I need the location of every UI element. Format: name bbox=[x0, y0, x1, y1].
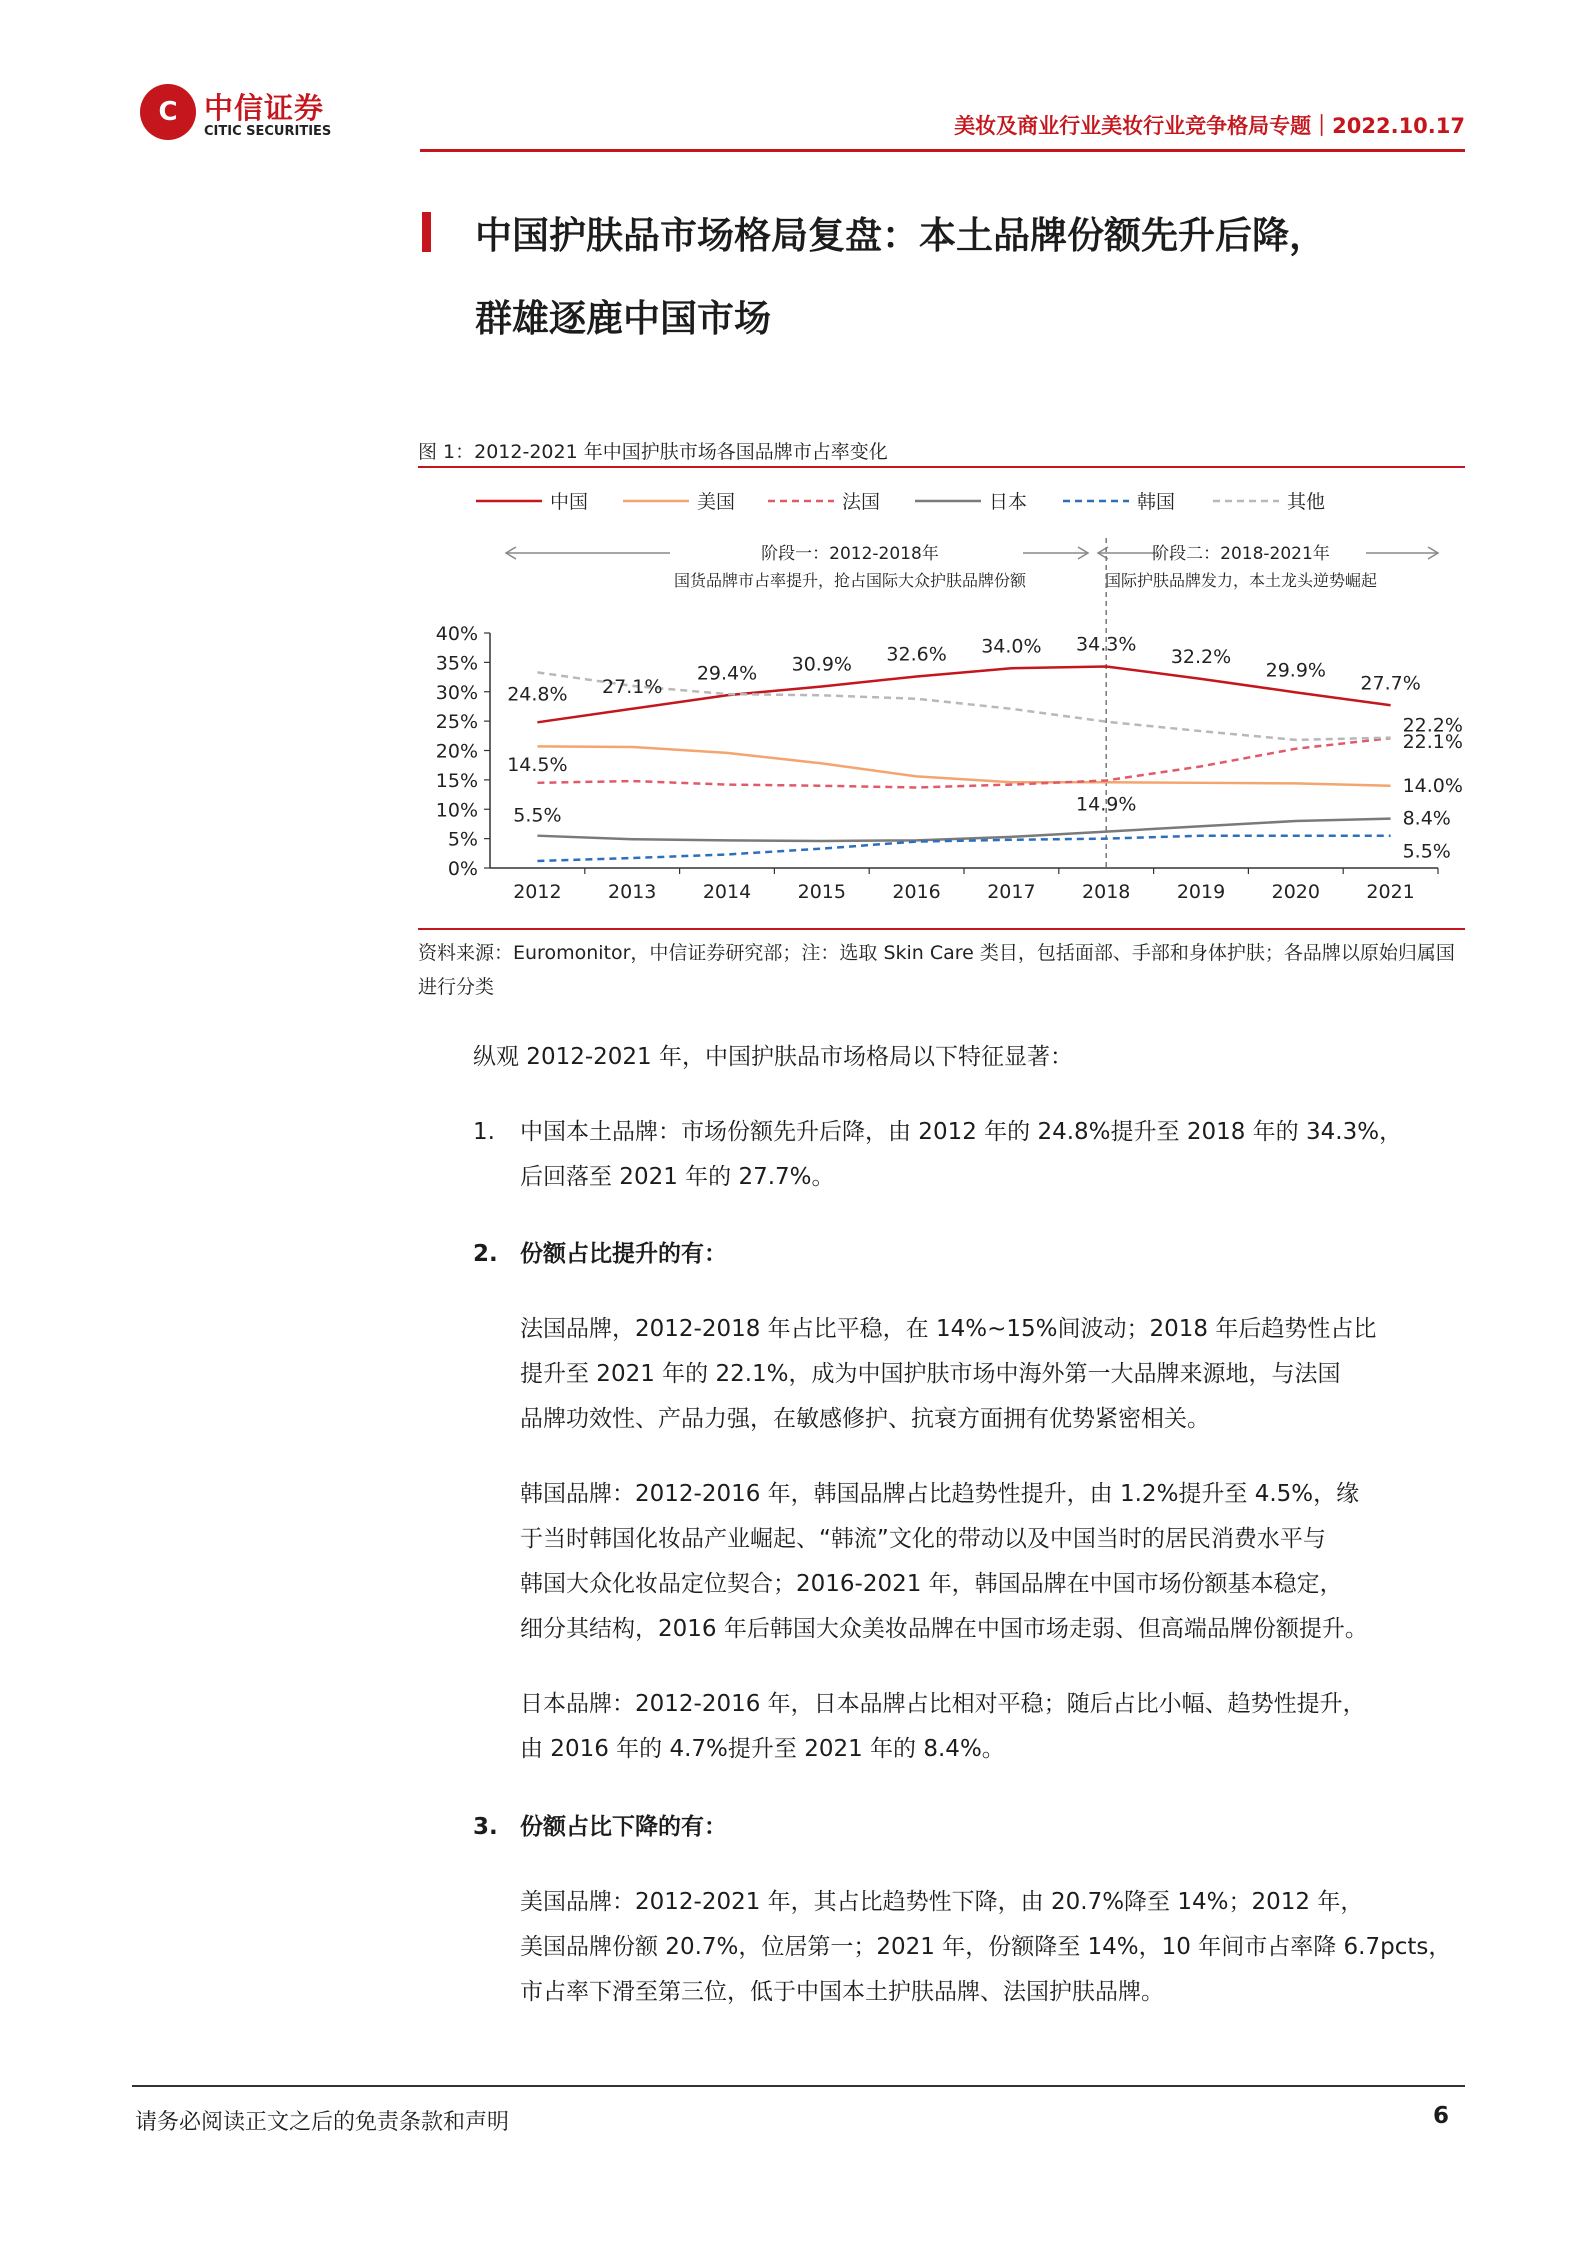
header-divider bbox=[420, 149, 1465, 152]
section-title-line2: 群雄逐鹿中国市场 bbox=[475, 297, 771, 340]
us-para-line3: 市占率下滑至第三位，低于中国本土护肤品牌、法国护肤品牌。 bbox=[520, 1979, 1164, 2005]
data-label-8: 29.9% bbox=[1265, 659, 1326, 682]
page-number: 6 bbox=[1432, 2103, 1449, 2129]
us-para-line2: 美国品牌份额 20.7%，位居第一；2021 年，份额降至 14%，10 年间市占率降 6.7pcts， bbox=[520, 1934, 1452, 1960]
series-line-0 bbox=[537, 666, 1390, 722]
legend-label-0: 中国 bbox=[550, 491, 589, 513]
data-label-10: 14.5% bbox=[507, 753, 568, 776]
series-line-3 bbox=[537, 819, 1390, 841]
japan-para-line1: 日本品牌：2012-2016 年，日本品牌占比相对平稳；随后占比小幅、趋势性提升， bbox=[520, 1691, 1366, 1717]
phase2-title: 阶段二：2018-2021年 bbox=[1152, 544, 1330, 564]
x-tick-label: 2015 bbox=[797, 881, 846, 903]
series-line-5 bbox=[537, 672, 1390, 740]
france-para-line2: 提升至 2021 年的 22.1%，成为中国护肤市场中海外第一大品牌来源地，与法国 bbox=[520, 1361, 1341, 1387]
logo-mark-icon: C bbox=[140, 84, 196, 140]
france-para-line1: 法国品牌，2012-2018 年占比平稳，在 14%~15%间波动；2018 年后趋势性占比 bbox=[520, 1316, 1377, 1342]
data-label-16: 5.5% bbox=[1402, 840, 1451, 863]
company-logo bbox=[140, 84, 350, 146]
chart-series bbox=[537, 666, 1390, 860]
phase1-description: 国货品牌市占率提升，抢占国际大众护肤品牌份额 bbox=[673, 571, 1027, 590]
x-tick-label: 2014 bbox=[702, 881, 752, 903]
list-item-2-number: 2. bbox=[473, 1241, 498, 1267]
data-label-13: 22.1% bbox=[1402, 731, 1463, 754]
x-tick-label: 2012 bbox=[513, 881, 562, 903]
korea-para-line4: 细分其结构，2016 年后韩国大众美妆品牌在中国市场走弱、但高端品牌份额提升。 bbox=[520, 1616, 1368, 1642]
korea-para-line3: 韩国大众化妆品定位契合；2016-2021 年，韩国品牌在中国市场份额基本稳定， bbox=[520, 1571, 1343, 1597]
intro-paragraph: 纵观 2012-2021 年，中国护肤品市场格局以下特征显著： bbox=[473, 1044, 1073, 1070]
data-label-7: 32.2% bbox=[1170, 645, 1232, 668]
y-tick-label: 0% bbox=[447, 858, 478, 880]
x-tick-label: 2017 bbox=[987, 881, 1036, 903]
phase1-title: 阶段一：2012-2018年 bbox=[761, 544, 939, 564]
y-tick-label: 40% bbox=[435, 623, 478, 645]
list-item-1-number: 1. bbox=[473, 1119, 495, 1145]
logo-name-cn: 中信证券 bbox=[204, 91, 325, 125]
legend-label-3: 日本 bbox=[989, 491, 1028, 513]
y-tick-label: 20% bbox=[435, 740, 478, 763]
data-label-3: 30.9% bbox=[791, 653, 852, 676]
data-label-2: 29.4% bbox=[696, 662, 758, 685]
figure-bottom-rule bbox=[418, 928, 1465, 930]
series-line-1 bbox=[537, 746, 1390, 785]
x-tick-label: 2013 bbox=[608, 881, 657, 903]
list-item-3-heading: 份额占比下降的有： bbox=[520, 1814, 727, 1840]
us-para-line1: 美国品牌：2012-2021 年，其占比趋势性下降，由 20.7%降至 14%；2012 年， bbox=[520, 1889, 1364, 1915]
data-label-9: 27.7% bbox=[1360, 672, 1421, 695]
data-label-6: 34.3% bbox=[1076, 633, 1137, 656]
x-tick-label: 2019 bbox=[1176, 881, 1226, 903]
y-tick-label: 10% bbox=[435, 799, 478, 822]
x-tick-label: 2021 bbox=[1366, 881, 1415, 903]
figure-top-rule bbox=[418, 466, 1465, 468]
japan-para-line2: 由 2016 年的 4.7%提升至 2021 年的 8.4%。 bbox=[520, 1736, 1005, 1762]
korea-para-line2: 于当时韩国化妆品产业崛起、“韩流”文化的带动以及中国当时的居民消费水平与 bbox=[520, 1526, 1326, 1552]
chart-axes bbox=[436, 538, 1438, 903]
data-label-1: 27.1% bbox=[602, 675, 663, 698]
figure-caption: 图 1：2012-2021 年中国护肤市场各国品牌市占率变化 bbox=[418, 441, 888, 463]
logo-name-en: CITIC SECURITIES bbox=[204, 124, 332, 139]
data-label-14: 14.0% bbox=[1402, 774, 1463, 797]
footer-divider bbox=[132, 2085, 1465, 2087]
section-title-marker bbox=[422, 212, 431, 252]
france-para-line3: 品牌功效性、产品力强，在敏感修护、抗衰方面拥有优势紧密相关。 bbox=[520, 1406, 1210, 1432]
data-label-4: 32.6% bbox=[886, 643, 947, 666]
x-tick-label: 2018 bbox=[1082, 881, 1131, 903]
x-tick-label: 2016 bbox=[892, 881, 941, 903]
legend-label-5: 其他 bbox=[1287, 491, 1326, 513]
report-header-title: 美妆及商业行业美妆行业竞争格局专题｜2022.10.17 bbox=[954, 114, 1465, 138]
legend-label-4: 韩国 bbox=[1137, 491, 1176, 513]
data-label-0: 24.8% bbox=[507, 683, 568, 706]
phase2-description: 国际护肤品牌发力，本土龙头逆势崛起 bbox=[1104, 571, 1378, 590]
data-label-17: 5.5% bbox=[513, 804, 562, 827]
y-tick-label: 15% bbox=[435, 769, 478, 792]
list-item-3-number: 3. bbox=[473, 1814, 498, 1840]
korea-para-line1: 韩国品牌：2012-2016 年，韩国品牌占比趋势性提升，由 1.2%提升至 4.5%，缘 bbox=[520, 1481, 1360, 1507]
footer-disclaimer: 请务必阅读正文之后的免责条款和声明 bbox=[135, 2110, 510, 2135]
chart-phase-annotations bbox=[506, 543, 1438, 590]
list-item-1-line1: 中国本土品牌：市场份额先升后降，由 2012 年的 24.8%提升至 2018 年的 34.3%， bbox=[520, 1119, 1403, 1145]
figure-source-note: 资料来源：Euromonitor，中信证券研究部；注：选取 Skin Care 类目，包括面部、手部和身体护肤；各品牌以原始归属国进行分类 bbox=[418, 942, 1455, 998]
section-title-line1: 中国护肤品市场格局复盘：本土品牌份额先升后降， bbox=[475, 214, 1326, 257]
legend-label-2: 法国 bbox=[842, 491, 881, 513]
market-share-line-chart bbox=[418, 470, 1468, 925]
y-tick-label: 5% bbox=[447, 828, 478, 851]
data-label-5: 34.0% bbox=[981, 635, 1042, 658]
data-label-15: 8.4% bbox=[1402, 807, 1451, 830]
y-tick-label: 30% bbox=[435, 681, 478, 704]
list-item-2-heading: 份额占比提升的有： bbox=[520, 1241, 727, 1267]
y-tick-label: 35% bbox=[435, 652, 478, 675]
data-label-12: 22.2% bbox=[1402, 714, 1463, 737]
data-label-11: 14.9% bbox=[1076, 793, 1137, 816]
list-item-1-line2: 后回落至 2021 年的 27.7%。 bbox=[520, 1164, 835, 1190]
chart-legend bbox=[476, 491, 1325, 513]
x-tick-label: 2020 bbox=[1271, 881, 1320, 903]
legend-label-1: 美国 bbox=[697, 491, 736, 513]
y-tick-label: 25% bbox=[435, 711, 478, 734]
